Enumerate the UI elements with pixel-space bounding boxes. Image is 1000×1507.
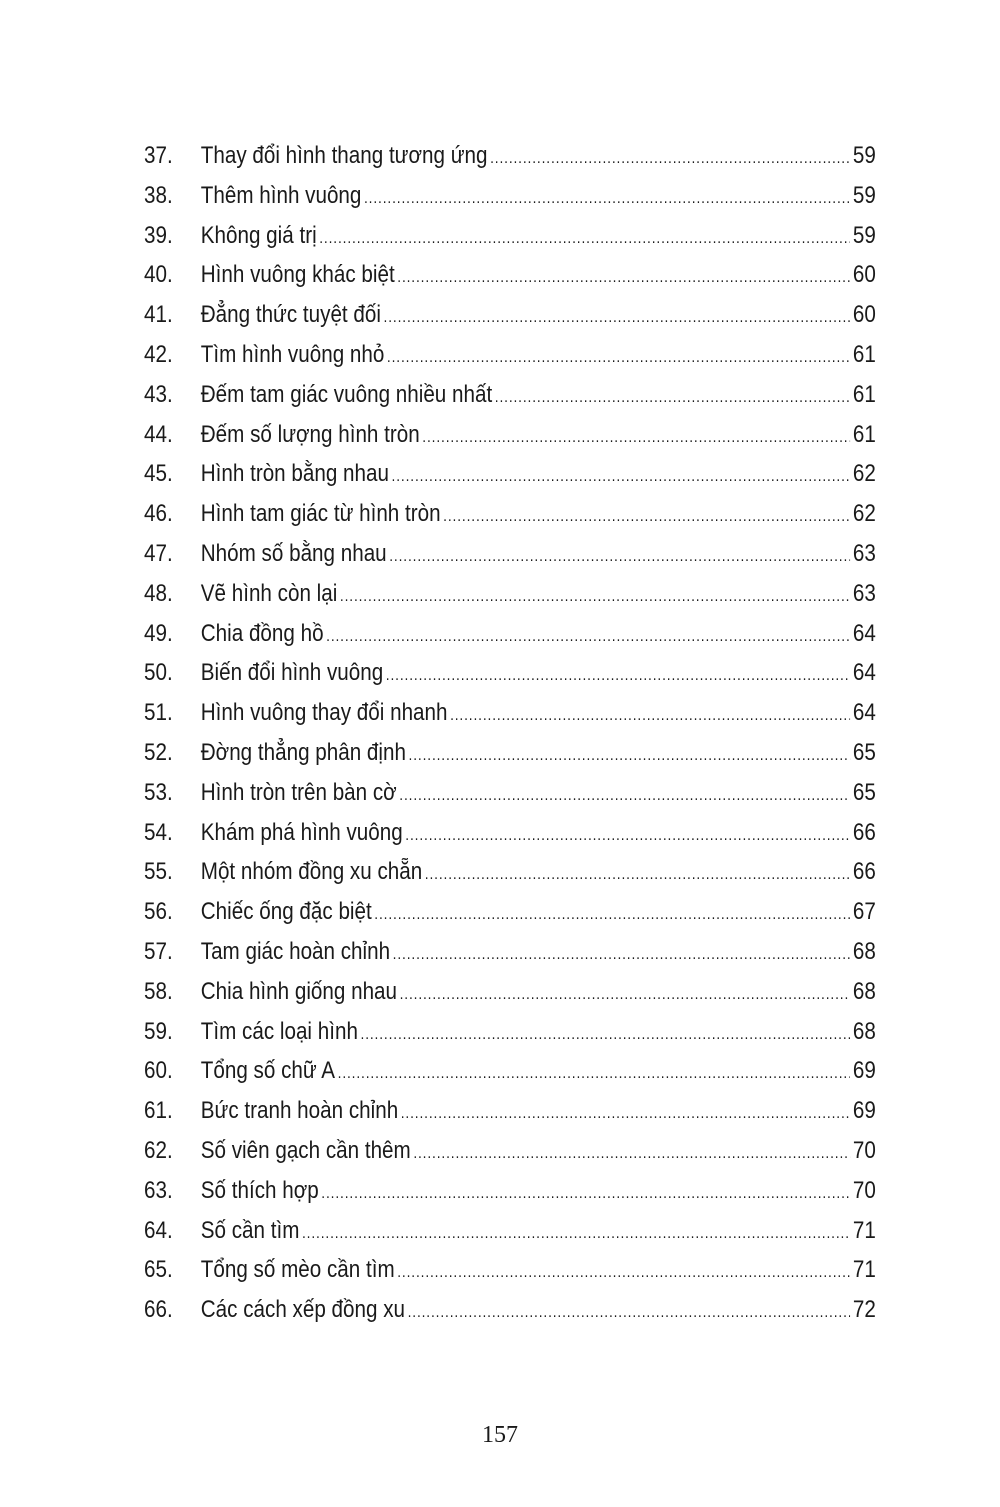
toc-entry-title: Tìm hình vuông nhỏ bbox=[200, 340, 385, 368]
dot-leader bbox=[340, 588, 850, 606]
toc-entry-page: 61 bbox=[852, 380, 876, 408]
toc-entry bbox=[144, 182, 876, 222]
toc-entry-number: 39. bbox=[144, 221, 173, 249]
dot-leader bbox=[326, 628, 850, 646]
toc-entry bbox=[144, 620, 876, 660]
toc-entry-page: 60 bbox=[852, 261, 876, 289]
dot-leader bbox=[450, 707, 850, 725]
toc-entry-number: 37. bbox=[144, 142, 173, 169]
toc-entry-number: 41. bbox=[144, 301, 173, 329]
toc-entry bbox=[144, 460, 876, 500]
dot-leader bbox=[443, 508, 850, 526]
toc-entry-page: 68 bbox=[852, 937, 876, 965]
toc-entry bbox=[144, 659, 876, 699]
toc-entry-title: Tổng số chữ A bbox=[200, 1057, 336, 1085]
dot-leader bbox=[400, 986, 851, 1004]
toc-entry bbox=[144, 381, 876, 421]
dot-leader bbox=[384, 309, 851, 327]
toc-entry-title: Số viên gạch cần thêm bbox=[200, 1136, 411, 1164]
toc-entry bbox=[144, 858, 876, 898]
dot-leader bbox=[393, 946, 851, 964]
toc-entry-title: Tìm các loại hình bbox=[200, 1017, 358, 1045]
toc-entry bbox=[144, 580, 876, 620]
toc-entry-number: 61. bbox=[144, 1097, 173, 1125]
toc-entry-number: 55. bbox=[144, 858, 173, 886]
toc-entry bbox=[144, 978, 876, 1018]
dot-leader bbox=[408, 1304, 851, 1322]
toc-entry-page: 65 bbox=[852, 778, 876, 806]
dot-leader bbox=[405, 827, 850, 845]
toc-entry-title: Hình vuông thay đổi nhanh bbox=[200, 699, 448, 727]
table-of-contents bbox=[144, 142, 876, 1336]
toc-entry-title: Biến đổi hình vuông bbox=[200, 659, 384, 687]
dot-leader bbox=[389, 548, 850, 566]
toc-entry bbox=[144, 142, 876, 182]
toc-entry-page: 71 bbox=[852, 1216, 876, 1244]
dot-leader bbox=[321, 1185, 850, 1203]
toc-entry-page: 70 bbox=[852, 1136, 876, 1164]
toc-entry-title: Các cách xếp đồng xu bbox=[200, 1296, 405, 1324]
toc-entry-number: 57. bbox=[144, 937, 173, 965]
dot-leader bbox=[495, 389, 851, 407]
toc-entry-title: Số thích hợp bbox=[200, 1176, 319, 1204]
dot-leader bbox=[374, 906, 850, 924]
toc-entry-number: 50. bbox=[144, 659, 173, 687]
toc-entry-number: 65. bbox=[144, 1256, 173, 1284]
toc-entry bbox=[144, 779, 876, 819]
toc-entry-number: 56. bbox=[144, 898, 173, 926]
toc-entry-page: 64 bbox=[852, 659, 876, 687]
toc-entry bbox=[144, 500, 876, 540]
toc-entry-page: 63 bbox=[852, 579, 876, 607]
toc-entry bbox=[144, 421, 876, 461]
toc-entry-page: 65 bbox=[852, 738, 876, 766]
dot-leader bbox=[319, 230, 850, 248]
toc-entry bbox=[144, 1097, 876, 1137]
toc-entry-number: 47. bbox=[144, 539, 173, 567]
toc-entry bbox=[144, 739, 876, 779]
dot-leader bbox=[490, 150, 850, 168]
toc-entry bbox=[144, 898, 876, 938]
toc-entry bbox=[144, 1177, 876, 1217]
toc-entry bbox=[144, 699, 876, 739]
toc-entry-page: 59 bbox=[852, 142, 876, 169]
toc-entry-number: 63. bbox=[144, 1176, 173, 1204]
toc-entry-title: Không giá trị bbox=[200, 221, 317, 249]
toc-entry-title: Tổng số mèo cần tìm bbox=[200, 1256, 395, 1284]
toc-entry-title: Số cần tìm bbox=[200, 1216, 300, 1244]
toc-entry bbox=[144, 819, 876, 859]
toc-entry-title: Hình vuông khác biệt bbox=[200, 261, 395, 289]
toc-entry-title: Đờng thẳng phân định bbox=[200, 738, 406, 766]
toc-entry-page: 72 bbox=[852, 1296, 876, 1324]
toc-entry-title: Hình tròn trên bàn cờ bbox=[200, 778, 397, 806]
toc-entry-page: 69 bbox=[852, 1057, 876, 1085]
toc-entry-page: 62 bbox=[852, 460, 876, 488]
toc-entry-page: 69 bbox=[852, 1097, 876, 1125]
toc-entry-title: Bức tranh hoàn chỉnh bbox=[200, 1097, 399, 1125]
toc-entry-number: 60. bbox=[144, 1057, 173, 1085]
toc-entry-title: Khám phá hình vuông bbox=[200, 818, 403, 846]
toc-entry-page: 60 bbox=[852, 301, 876, 329]
toc-entry-page: 64 bbox=[852, 619, 876, 647]
dot-leader bbox=[399, 787, 850, 805]
toc-entry-title: Đếm tam giác vuông nhiều nhất bbox=[200, 380, 493, 408]
toc-entry bbox=[144, 1296, 876, 1336]
toc-entry-title: Thay đổi hình thang tương ứng bbox=[200, 142, 488, 169]
toc-entry-page: 67 bbox=[852, 898, 876, 926]
dot-leader bbox=[364, 190, 850, 208]
toc-entry-title: Chia hình giống nhau bbox=[200, 977, 398, 1005]
toc-entry-page: 71 bbox=[852, 1256, 876, 1284]
toc-entry-title: Tam giác hoàn chỉnh bbox=[200, 937, 391, 965]
toc-entry-number: 44. bbox=[144, 420, 173, 448]
toc-entry-title: Vẽ hình còn lại bbox=[200, 579, 338, 607]
dot-leader bbox=[392, 468, 851, 486]
toc-entry-number: 54. bbox=[144, 818, 173, 846]
toc-entry bbox=[144, 1137, 876, 1177]
dot-leader bbox=[397, 1264, 850, 1282]
toc-entry-page: 59 bbox=[852, 221, 876, 249]
dot-leader bbox=[338, 1065, 851, 1083]
toc-entry bbox=[144, 301, 876, 341]
dot-leader bbox=[422, 429, 850, 447]
toc-entry-number: 66. bbox=[144, 1296, 173, 1324]
toc-entry-number: 42. bbox=[144, 340, 173, 368]
toc-entry-number: 43. bbox=[144, 380, 173, 408]
page-number: 157 bbox=[482, 1422, 518, 1448]
toc-entry-title: Nhóm số bằng nhau bbox=[200, 539, 387, 567]
toc-entry bbox=[144, 540, 876, 580]
dot-leader bbox=[387, 349, 850, 367]
toc-entry-title: Chiếc ống đặc biệt bbox=[200, 898, 372, 926]
toc-entry-number: 40. bbox=[144, 261, 173, 289]
toc-entry-number: 53. bbox=[144, 778, 173, 806]
toc-entry-page: 70 bbox=[852, 1176, 876, 1204]
toc-entry-number: 58. bbox=[144, 977, 173, 1005]
dot-leader bbox=[361, 1026, 851, 1044]
toc-entry-page: 61 bbox=[852, 340, 876, 368]
toc-entry-page: 68 bbox=[852, 977, 876, 1005]
toc-entry-title: Hình tròn bằng nhau bbox=[200, 460, 389, 488]
toc-entry bbox=[144, 1256, 876, 1296]
toc-entry-title: Thêm hình vuông bbox=[200, 181, 362, 209]
toc-entry-page: 68 bbox=[852, 1017, 876, 1045]
toc-entry bbox=[144, 341, 876, 381]
toc-entry-page: 66 bbox=[852, 858, 876, 886]
toc-entry-page: 59 bbox=[852, 181, 876, 209]
toc-entry-title: Một nhóm đồng xu chẵn bbox=[200, 858, 423, 886]
toc-entry-title: Đếm số lượng hình tròn bbox=[200, 420, 420, 448]
dot-leader bbox=[425, 866, 851, 884]
toc-entry bbox=[144, 1057, 876, 1097]
toc-entry-number: 51. bbox=[144, 699, 173, 727]
toc-entry bbox=[144, 1018, 876, 1058]
toc-entry-page: 63 bbox=[852, 539, 876, 567]
dot-leader bbox=[413, 1145, 850, 1163]
dot-leader bbox=[386, 667, 851, 685]
toc-entry-number: 38. bbox=[144, 181, 173, 209]
toc-entry-number: 52. bbox=[144, 738, 173, 766]
dot-leader bbox=[397, 269, 850, 287]
toc-entry bbox=[144, 222, 876, 262]
toc-entry-number: 62. bbox=[144, 1136, 173, 1164]
toc-entry-title: Chia đồng hồ bbox=[200, 619, 324, 647]
dot-leader bbox=[401, 1105, 851, 1123]
toc-entry-number: 46. bbox=[144, 500, 173, 528]
toc-entry-page: 66 bbox=[852, 818, 876, 846]
dot-leader bbox=[302, 1225, 850, 1243]
toc-entry bbox=[144, 261, 876, 301]
toc-entry-number: 45. bbox=[144, 460, 173, 488]
toc-entry-page: 62 bbox=[852, 500, 876, 528]
dot-leader bbox=[409, 747, 851, 765]
toc-entry-number: 48. bbox=[144, 579, 173, 607]
toc-entry-page: 61 bbox=[852, 420, 876, 448]
toc-entry bbox=[144, 938, 876, 978]
toc-entry-title: Đẳng thức tuyệt đối bbox=[200, 301, 381, 329]
toc-entry-title: Hình tam giác từ hình tròn bbox=[200, 500, 441, 528]
toc-entry-number: 49. bbox=[144, 619, 173, 647]
toc-entry-number: 64. bbox=[144, 1216, 173, 1244]
toc-entry bbox=[144, 1217, 876, 1257]
toc-entry-number: 59. bbox=[144, 1017, 173, 1045]
toc-entry-page: 64 bbox=[852, 699, 876, 727]
